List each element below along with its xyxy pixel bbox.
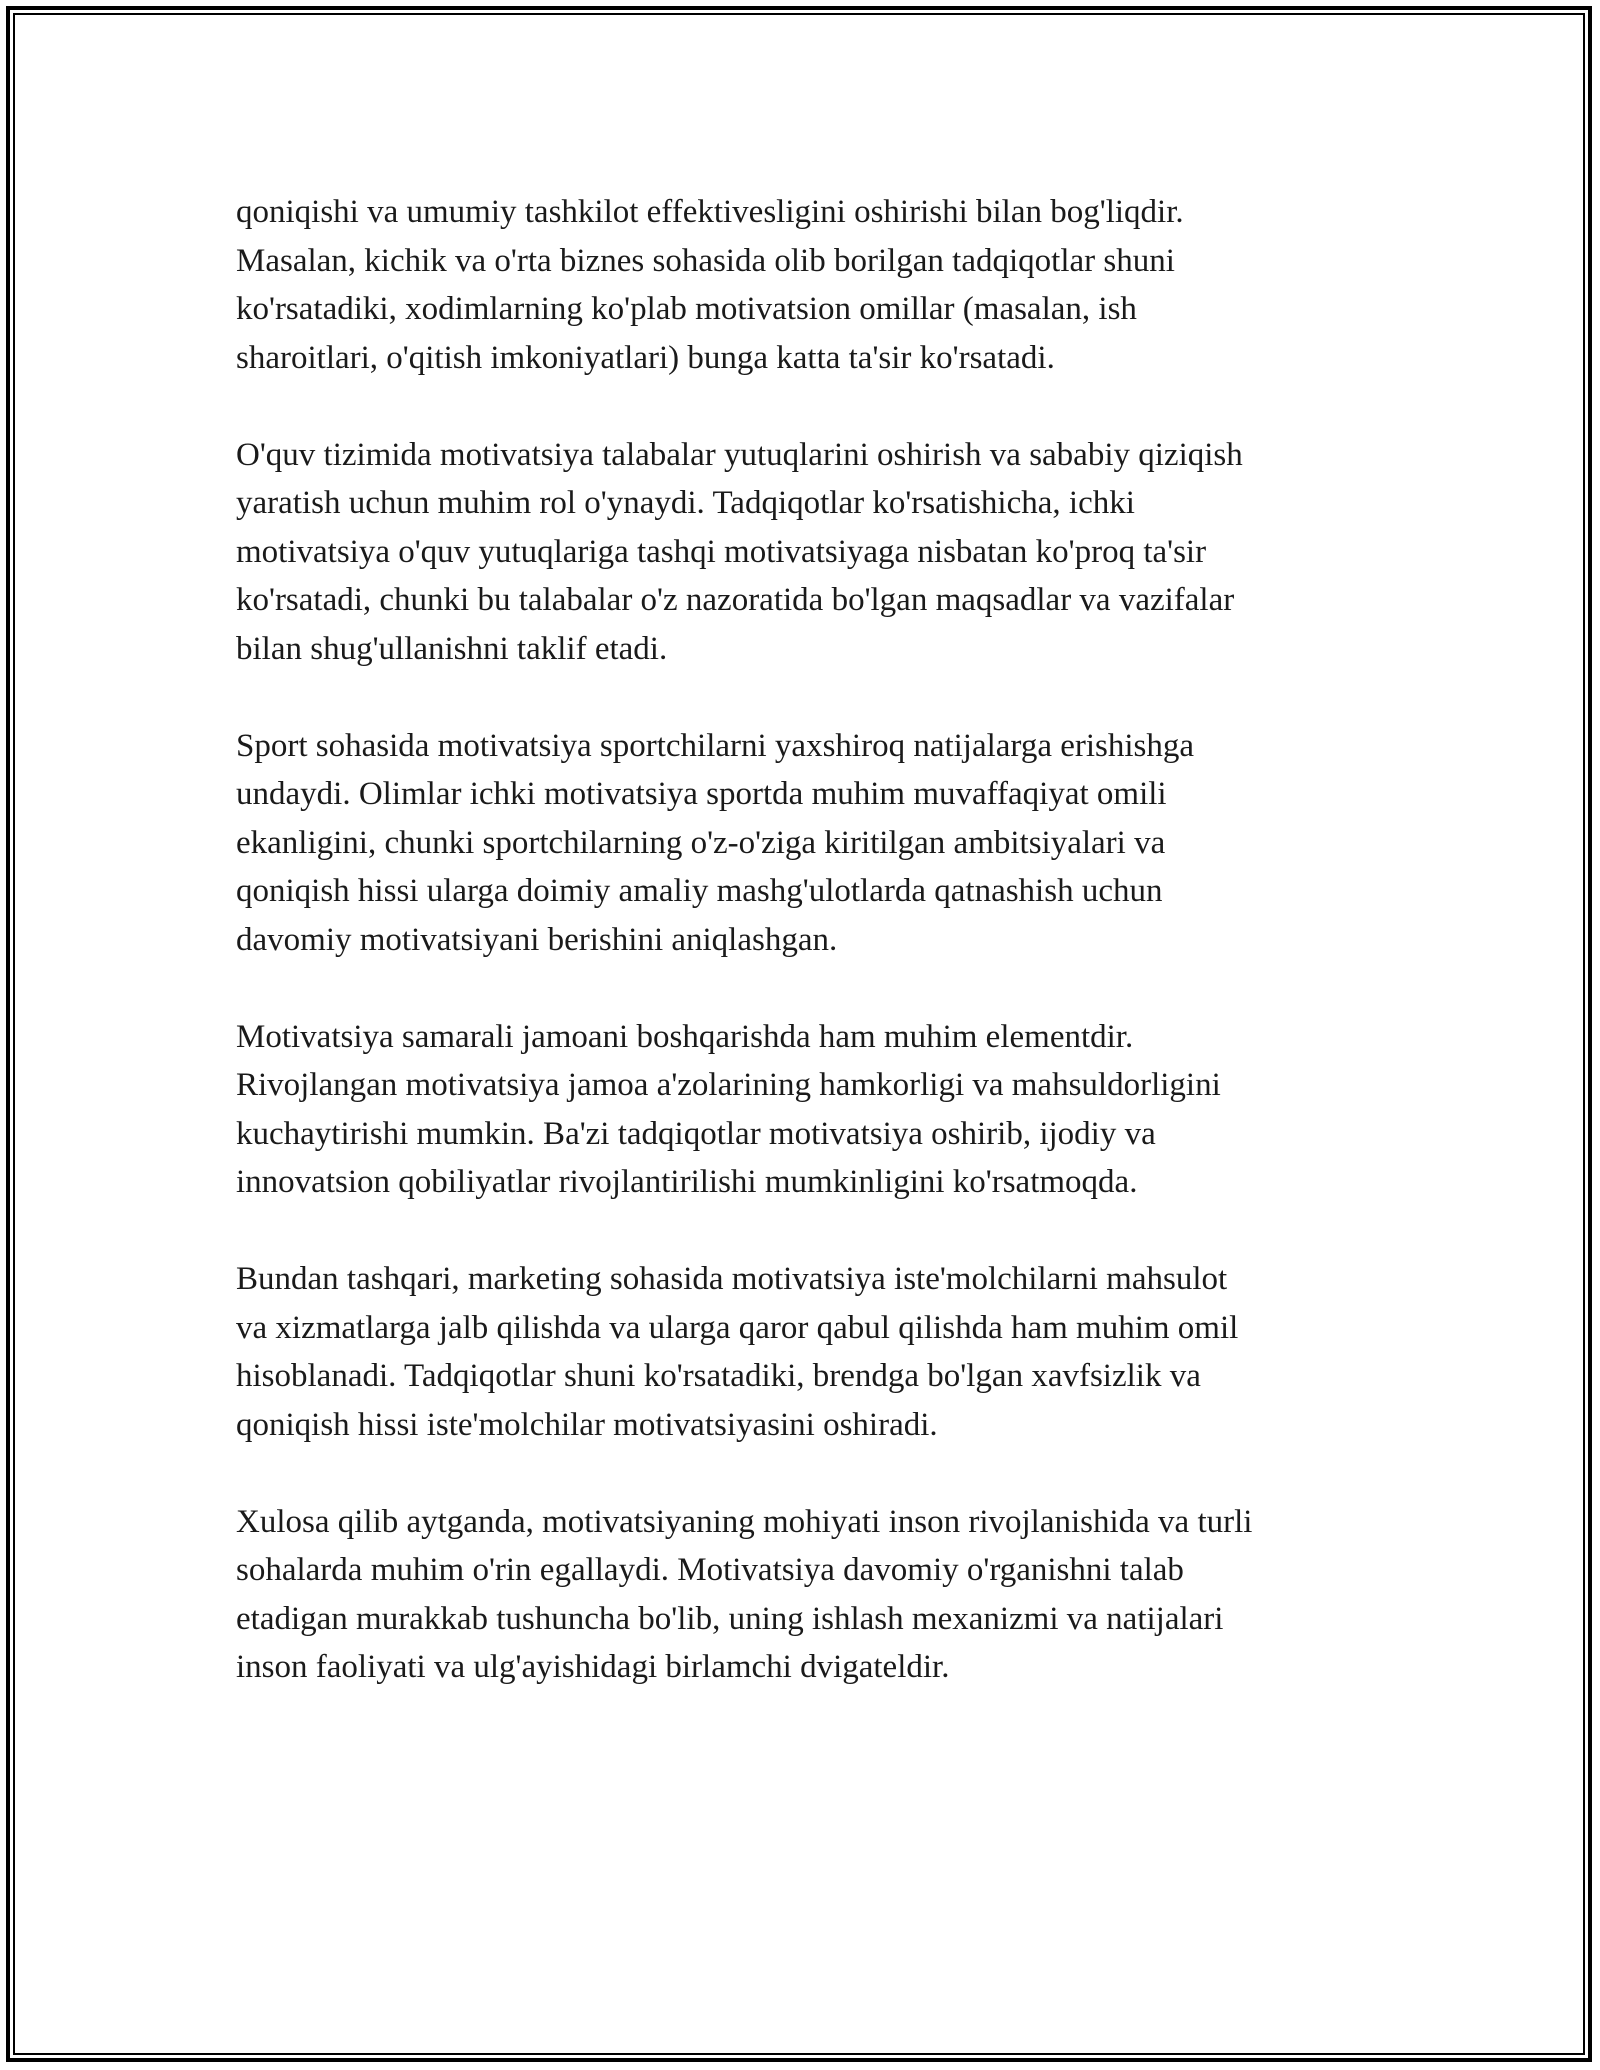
paragraph-4	[236, 1013, 1376, 1207]
text-line: Motivatsiya samarali jamoani boshqarishda ham muhim elementdir.	[236, 1018, 1134, 1055]
text-line: qoniqishi va umumiy tashkilot effektivesligini oshirishi bilan bog'liqdir.	[236, 194, 1184, 230]
text-line: undaydi. Olimlar ichki motivatsiya sportda muhim muvaffaqiyat omili	[236, 776, 1167, 812]
text-line: inson faoliyati va ulg'ayishidagi birlamchi dvigateldir.	[236, 1649, 950, 1685]
text-line: Bundan tashqari, marketing sohasida motivatsiya iste'molchilarni mahsulot	[236, 1261, 1228, 1297]
paragraph-5	[236, 1255, 1376, 1449]
text-line: etadigan murakkab tushuncha bo'lib, uning ishlash mexanizmi va natijalari	[236, 1600, 1224, 1637]
text-line: motivatsiya o'quv yutuqlariga tashqi motivatsiyaga nisbatan ko'proq ta'sir	[236, 533, 1207, 570]
text-line: Xulosa qilib aytganda, motivatsiyaning mohiyati inson rivojlanishida va turli	[236, 1503, 1253, 1540]
text-line: O'quv tizimida motivatsiya talabalar yutuqlarini oshirish va sababiy qiziqish	[236, 436, 1243, 473]
text-line: ko'rsatadi, chunki bu talabalar o'z nazoratida bo'lgan maqsadlar va vazifalar	[236, 582, 1235, 618]
text-line: sohalarda muhim o'rin egallaydi. Motivatsiya davomiy o'rganishni talab	[236, 1552, 1184, 1588]
text-line: qoniqish hissi iste'molchilar motivatsiyasini oshiradi.	[236, 1406, 938, 1443]
text-line: yaratish uchun muhim rol o'ynaydi. Tadqiqotlar ko'rsatishicha, ichki	[236, 485, 1135, 521]
paragraph-3	[236, 722, 1376, 965]
paragraph-6	[236, 1498, 1376, 1692]
text-line: bilan shug'ullanishni taklif etadi.	[236, 630, 668, 667]
text-line: davomiy motivatsiyani berishini aniqlashgan.	[236, 921, 838, 958]
text-line: hisoblanadi. Tadqiqotlar shuni ko'rsatadiki, brendga bo'lgan xavfsizlik va	[236, 1358, 1201, 1394]
text-line: ekanligini, chunki sportchilarning o'z-o'ziga kiritilgan ambitsiyalari va	[236, 824, 1166, 861]
text-line: innovatsion qobiliyatlar rivojlantirilishi mumkinligini ko'rsatmoqda.	[236, 1164, 1138, 1200]
text-line: Masalan, kichik va o'rta biznes sohasida olib borilgan tadqiqotlar shuni	[236, 242, 1175, 279]
paragraph-1	[236, 188, 1376, 382]
text-line: va xizmatlarga jalb qilishda va ularga qaror qabul qilishda ham muhim omil	[236, 1309, 1239, 1346]
text-line: Rivojlangan motivatsiya jamoa a'zolarining hamkorligi va mahsuldorligini	[236, 1067, 1221, 1103]
paragraph-2	[236, 431, 1376, 674]
text-line: qoniqish hissi ularga doimiy amaliy mashg'ulotlarda qatnashish uchun	[236, 873, 1163, 909]
document-body	[236, 188, 1376, 1740]
text-line: Sport sohasida motivatsiya sportchilarni yaxshiroq natijalarga erishishga	[236, 727, 1195, 764]
text-line: sharoitlari, o'qitish imkoniyatlari) bunga katta ta'sir ko'rsatadi.	[236, 339, 1055, 376]
text-line: kuchaytirishi mumkin. Ba'zi tadqiqotlar motivatsiya oshirib, ijodiy va	[236, 1115, 1156, 1152]
text-line: ko'rsatadiki, xodimlarning ko'plab motivatsion omillar (masalan, ish	[236, 291, 1137, 327]
